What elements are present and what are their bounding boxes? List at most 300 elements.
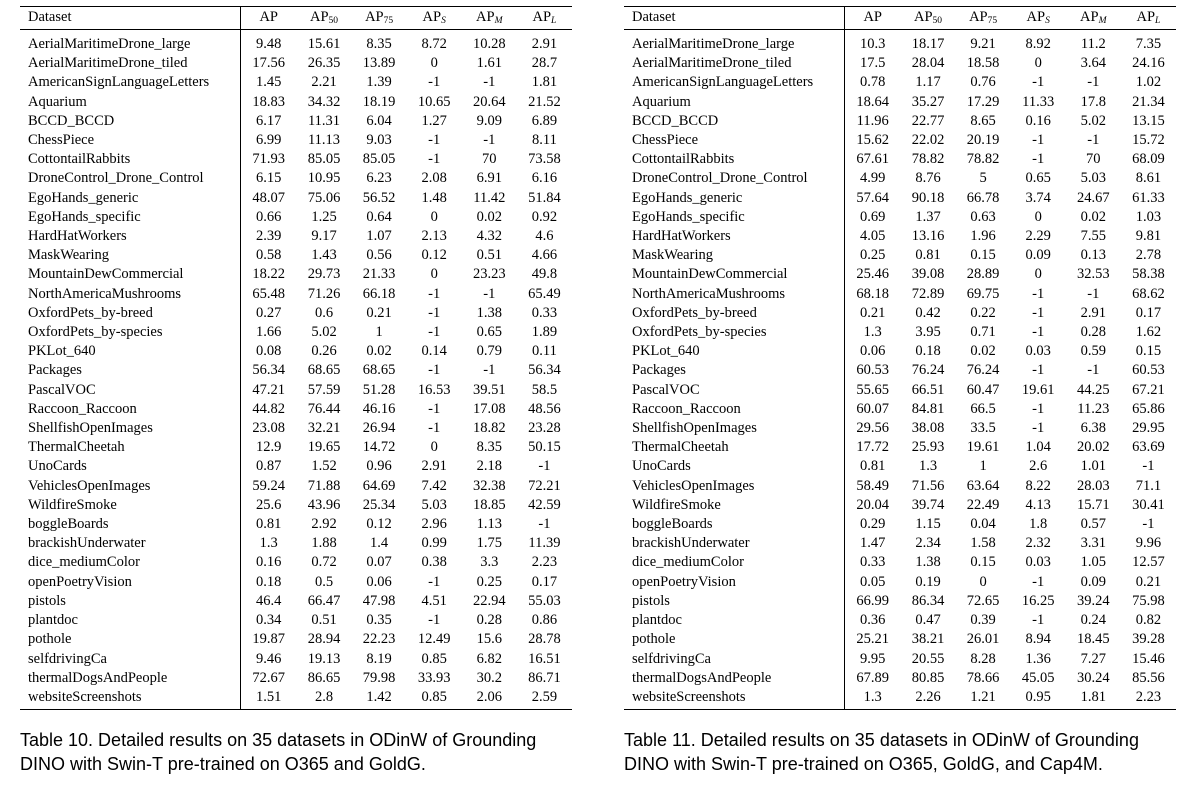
metric-value-cell: 0.28	[1080, 324, 1106, 341]
metric-value-cell: -1	[1032, 132, 1045, 149]
metric-value-cell: 66.18	[362, 285, 396, 302]
dataset-name-cell: BCCD_BCCD	[20, 112, 241, 131]
metric-value-cell: 13.16	[911, 228, 945, 245]
column-header-metric: $AP_L$	[532, 9, 557, 27]
metric-value-cell: 22.49	[966, 496, 1000, 513]
metric-value-cell: 0.65	[1025, 170, 1051, 187]
metric-value-cell: 0.99	[421, 535, 447, 552]
dataset-name-cell: selfdrivingCa	[20, 650, 241, 669]
metric-value-cell: 57.59	[307, 381, 341, 398]
metric-value-cell: 65.49	[528, 285, 561, 302]
metric-value-cell: 24.16	[1132, 55, 1165, 72]
metric-value-cell: 4.05	[860, 228, 886, 245]
metric-value-cell: 0.25	[476, 573, 502, 590]
table-row	[624, 515, 1176, 534]
metric-value-cell: 35.27	[911, 93, 945, 110]
metric-value-cell: -1	[483, 362, 496, 379]
metric-value-cell: 2.92	[311, 516, 337, 533]
metric-value-cell: 66.5	[970, 400, 996, 417]
metric-value-cell: -1	[1087, 362, 1100, 379]
dataset-name-cell: Raccoon_Raccoon	[624, 400, 845, 419]
metric-value-cell: 18.22	[252, 266, 286, 283]
metric-value-cell: 11.96	[856, 112, 889, 129]
metric-value-cell: 9.81	[1135, 228, 1162, 245]
metric-value-cell: 2.23	[1135, 688, 1162, 705]
metric-value-cell: 1.89	[531, 324, 558, 341]
metric-value-cell: 1.61	[476, 55, 502, 72]
dataset-name-cell: WildfireSmoke	[624, 496, 845, 515]
metric-value-cell: 0.64	[366, 208, 392, 225]
metric-value-cell: 0.22	[970, 304, 996, 321]
metric-value-cell: -1	[1087, 74, 1100, 91]
table-row	[20, 438, 572, 457]
metric-value-cell: 1.3	[259, 535, 278, 552]
dataset-name-cell: AmericanSignLanguageLetters	[624, 73, 845, 92]
metric-value-cell: 71.26	[307, 285, 341, 302]
metric-value-cell: 0.29	[860, 516, 886, 533]
dataset-name-cell: pistols	[624, 592, 845, 611]
metric-value-cell: 6.23	[366, 170, 392, 187]
metric-value-cell: 69.75	[966, 285, 1000, 302]
metric-value-cell: 3.64	[1080, 55, 1106, 72]
table-header	[624, 7, 1176, 30]
metric-value-cell: 23.28	[528, 420, 561, 437]
metric-value-cell: 1.3	[863, 324, 882, 341]
metric-value-cell: -1	[1032, 74, 1045, 91]
metric-value-cell: 28.03	[1076, 477, 1110, 494]
metric-value-cell: 1.81	[531, 74, 558, 91]
metric-value-cell: 8.28	[970, 650, 996, 667]
metric-value-cell: 1.01	[1080, 458, 1106, 475]
metric-value-cell: 5.02	[1080, 112, 1106, 129]
metric-value-cell: 1.3	[918, 458, 938, 475]
dataset-name-cell: boggleBoards	[20, 515, 241, 534]
dataset-name-cell: boggleBoards	[624, 515, 845, 534]
metric-value-cell: 0.15	[1135, 343, 1162, 360]
table-row	[20, 611, 572, 630]
metric-value-cell: 0.16	[256, 554, 282, 571]
metric-value-cell: 0.95	[1025, 688, 1051, 705]
metric-value-cell: 1.58	[970, 535, 996, 552]
metric-value-cell: 0.02	[970, 343, 996, 360]
dataset-name-cell: ShellfishOpenImages	[20, 419, 241, 438]
dataset-name-cell: EgoHands_generic	[624, 189, 845, 208]
metric-value-cell: 3.95	[915, 324, 941, 341]
table-row	[624, 169, 1176, 188]
metric-value-cell: 85.05	[307, 151, 341, 168]
metric-value-cell: 18.17	[911, 36, 945, 52]
metric-value-cell: 21.33	[362, 266, 396, 283]
dataset-name-cell: AerialMaritimeDrone_tiled	[20, 54, 241, 73]
dataset-name-cell: pothole	[20, 630, 241, 649]
metric-value-cell: 57.64	[856, 189, 890, 206]
dataset-name-cell: VehiclesOpenImages	[624, 477, 845, 496]
table-row	[624, 246, 1176, 265]
metric-value-cell: 0.03	[1025, 343, 1051, 360]
metric-value-cell: 8.11	[531, 132, 557, 149]
table-row	[624, 477, 1176, 496]
metric-value-cell: 0.27	[256, 304, 282, 321]
metric-value-cell: 0.47	[915, 612, 941, 629]
metric-value-cell: 9.95	[860, 650, 886, 667]
metric-value-cell: 45.05	[1021, 669, 1055, 686]
dataset-name-cell: Aquarium	[624, 93, 845, 112]
metric-value-cell: 25.34	[362, 496, 396, 513]
metric-value-cell: -1	[428, 362, 441, 379]
metric-value-cell: 5.02	[311, 324, 337, 341]
metric-value-cell: 0.17	[1135, 304, 1162, 321]
table-row	[20, 30, 572, 55]
metric-value-cell: 0.69	[860, 208, 886, 225]
metric-value-cell: 17.8	[1080, 93, 1106, 110]
metric-value-cell: 17.29	[966, 93, 1000, 110]
metric-value-cell: 19.65	[307, 439, 341, 456]
metric-value-cell: 20.64	[472, 93, 506, 110]
metric-value-cell: 70	[482, 151, 497, 168]
metric-value-cell: 8.35	[366, 36, 392, 52]
metric-value-cell: 32.38	[472, 477, 506, 494]
metric-value-cell: 38.21	[911, 631, 945, 648]
dataset-name-cell: plantdoc	[20, 611, 241, 630]
metric-value-cell: 17.5	[860, 55, 886, 72]
metric-value-cell: 67.89	[856, 669, 890, 686]
table-row	[20, 227, 572, 246]
metric-value-cell: 0.5	[314, 573, 334, 590]
metric-value-cell: 11.31	[307, 112, 341, 129]
metric-value-cell: 25.46	[856, 266, 890, 283]
metric-value-cell: 1.8	[1029, 516, 1048, 533]
metric-value-cell: 0.96	[366, 458, 392, 475]
dataset-name-cell: Aquarium	[20, 93, 241, 112]
dataset-name-cell: OxfordPets_by-species	[624, 323, 845, 342]
metric-value-cell: 2.23	[531, 554, 558, 571]
metric-value-cell: 9.21	[970, 36, 996, 52]
metric-value-cell: 59.24	[252, 477, 286, 494]
metric-value-cell: 8.72	[421, 36, 447, 52]
metric-value-cell: 0.87	[256, 458, 282, 475]
metric-value-cell: 0.02	[1080, 208, 1106, 225]
dataset-name-cell: brackishUnderwater	[20, 534, 241, 553]
metric-value-cell: 1.48	[421, 189, 447, 206]
dataset-name-cell: NorthAmericaMushrooms	[20, 285, 241, 304]
metric-value-cell: 22.02	[911, 132, 945, 149]
metric-value-cell: -1	[1032, 612, 1045, 629]
column-header-metric: AP	[259, 9, 278, 26]
metric-value-cell: 10.28	[472, 36, 506, 52]
table-row	[624, 688, 1176, 710]
metric-value-cell: 67.21	[1132, 381, 1165, 398]
metric-value-cell: 19.87	[252, 631, 286, 648]
metric-value-cell: 33.5	[970, 420, 996, 437]
table-row	[624, 304, 1176, 323]
table-row	[624, 361, 1176, 380]
metric-value-cell: 9.46	[256, 650, 282, 667]
metric-value-cell: 1.45	[256, 74, 282, 91]
metric-value-cell: -1	[428, 74, 441, 91]
metric-value-cell: 1.62	[1135, 324, 1162, 341]
metric-value-cell: 0.56	[366, 247, 392, 264]
metric-value-cell: 8.94	[1025, 631, 1051, 648]
metric-value-cell: 30.41	[1132, 496, 1165, 513]
metric-value-cell: 2.91	[531, 36, 558, 52]
metric-value-cell: 42.59	[528, 496, 561, 513]
dataset-name-cell: plantdoc	[624, 611, 845, 630]
metric-value-cell: 0.08	[256, 343, 282, 360]
metric-value-cell: 0.26	[311, 343, 337, 360]
metric-value-cell: 0.02	[476, 208, 502, 225]
dataset-name-cell: WildfireSmoke	[20, 496, 241, 515]
dataset-name-cell: OxfordPets_by-species	[20, 323, 241, 342]
metric-value-cell: 0.58	[256, 247, 282, 264]
header-row	[20, 7, 572, 30]
metric-value-cell: 14.72	[362, 439, 396, 456]
dataset-name-cell: DroneControl_Drone_Control	[20, 169, 241, 188]
metric-value-cell: 19.61	[966, 439, 1000, 456]
metric-value-cell: 47.98	[362, 592, 396, 609]
metric-value-cell: 22.94	[472, 592, 506, 609]
metric-value-cell: 16.51	[528, 650, 561, 667]
metric-value-cell: 0.36	[860, 612, 886, 629]
dataset-name-cell: VehiclesOpenImages	[20, 477, 241, 496]
metric-value-cell: 68.18	[856, 285, 890, 302]
metric-value-cell: 0.51	[476, 247, 502, 264]
metric-value-cell: 6.15	[256, 170, 282, 187]
metric-value-cell: 72.89	[911, 285, 945, 302]
metric-value-cell: 2.08	[421, 170, 447, 187]
dataset-name-cell: OxfordPets_by-breed	[624, 304, 845, 323]
metric-value-cell: 39.24	[1076, 592, 1110, 609]
metric-value-cell: 20.04	[856, 496, 890, 513]
metric-value-cell: 1.05	[1080, 554, 1106, 571]
metric-value-cell: 18.85	[472, 496, 506, 513]
metric-value-cell: 7.42	[421, 477, 447, 494]
metric-value-cell: 78.82	[911, 151, 945, 168]
metric-value-cell: 1.88	[311, 535, 337, 552]
dataset-name-cell: Packages	[20, 361, 241, 380]
table-row	[624, 419, 1176, 438]
table-row	[624, 553, 1176, 572]
metric-value-cell: -1	[428, 573, 441, 590]
metric-value-cell: 30.24	[1076, 669, 1110, 686]
dataset-name-cell: OxfordPets_by-breed	[20, 304, 241, 323]
metric-value-cell: 0.72	[311, 554, 337, 571]
table-row	[20, 573, 572, 592]
metric-value-cell: 0.25	[860, 247, 886, 264]
metric-value-cell: 1.21	[970, 688, 996, 705]
metric-value-cell: 0.12	[366, 516, 392, 533]
column-header-dataset: Dataset	[20, 7, 241, 30]
table-row	[20, 669, 572, 688]
metric-value-cell: 0.82	[1135, 612, 1162, 629]
metric-value-cell: 1.39	[366, 74, 392, 91]
metric-value-cell: 22.77	[911, 112, 945, 129]
table-row	[624, 131, 1176, 150]
metric-value-cell: 79.98	[362, 669, 396, 686]
metric-value-cell: 72.65	[966, 592, 1000, 609]
metric-value-cell: 50.15	[528, 439, 561, 456]
metric-value-cell: -1	[1032, 420, 1045, 437]
table-row	[20, 342, 572, 361]
metric-value-cell: 55.03	[528, 592, 561, 609]
dataset-name-cell: EgoHands_generic	[20, 189, 241, 208]
metric-value-cell: -1	[428, 612, 441, 629]
metric-value-cell: 0.38	[421, 554, 447, 571]
metric-value-cell: 12.57	[1132, 554, 1165, 571]
column-header-metric: $AP_M$	[1080, 9, 1107, 27]
metric-value-cell: -1	[1032, 304, 1045, 321]
table-body	[624, 30, 1176, 710]
metric-value-cell: 7.35	[1135, 36, 1162, 52]
metric-value-cell: 39.51	[472, 381, 506, 398]
metric-value-cell: 64.69	[362, 477, 396, 494]
table-row	[20, 400, 572, 419]
metric-value-cell: 86.34	[911, 592, 945, 609]
metric-value-cell: -1	[538, 458, 551, 475]
metric-value-cell: 0.92	[531, 208, 558, 225]
metric-value-cell: 15.72	[1132, 132, 1165, 149]
metric-value-cell: 12.9	[256, 439, 282, 456]
metric-value-cell: 39.74	[911, 496, 945, 513]
metric-value-cell: 0.02	[366, 343, 392, 360]
metric-value-cell: 0.81	[256, 516, 282, 533]
metric-value-cell: 0.33	[531, 304, 558, 321]
metric-value-cell: 0	[430, 439, 438, 456]
metric-value-cell: -1	[428, 132, 441, 149]
metric-value-cell: 6.38	[1080, 420, 1106, 437]
metric-value-cell: 1	[375, 324, 383, 341]
metric-value-cell: 1.17	[915, 74, 941, 91]
metric-value-cell: 24.67	[1076, 189, 1110, 206]
table-11-caption: Table 11. Detailed results on 35 datasets in ODinW of Grounding DINO with Swin-T pre-trained on O365, GoldG, and Cap4M.	[624, 730, 1139, 775]
metric-value-cell: 21.52	[528, 93, 561, 110]
metric-value-cell: 0.85	[421, 688, 447, 705]
metric-value-cell: 0.79	[476, 343, 502, 360]
metric-value-cell: 56.52	[362, 189, 396, 206]
metric-value-cell: 7.55	[1080, 228, 1106, 245]
table-row	[624, 73, 1176, 92]
metric-value-cell: 29.73	[307, 266, 341, 283]
table-row	[20, 630, 572, 649]
metric-value-cell: 26.94	[362, 420, 396, 437]
metric-value-cell: 17.08	[472, 400, 506, 417]
dataset-name-cell: ThermalCheetah	[20, 438, 241, 457]
metric-value-cell: 2.32	[1025, 535, 1051, 552]
column-header-dataset: Dataset	[624, 7, 845, 30]
metric-value-cell: 0.15	[970, 554, 996, 571]
metric-value-cell: 1.37	[915, 208, 941, 225]
dataset-name-cell: MountainDewCommercial	[20, 265, 241, 284]
metric-value-cell: 32.53	[1076, 266, 1110, 283]
metric-value-cell: 90.18	[911, 189, 945, 206]
metric-value-cell: 21.34	[1132, 93, 1165, 110]
table-row	[20, 496, 572, 515]
metric-value-cell: 1.04	[1025, 439, 1051, 456]
table-row	[20, 323, 572, 342]
dataset-name-cell: dice_mediumColor	[624, 553, 845, 572]
metric-value-cell: 86.71	[528, 669, 561, 686]
table-row	[20, 54, 572, 73]
metric-value-cell: 20.55	[911, 650, 945, 667]
dataset-name-cell: ShellfishOpenImages	[624, 419, 845, 438]
dataset-name-cell: HardHatWorkers	[20, 227, 241, 246]
table-row	[624, 381, 1176, 400]
table-row	[624, 534, 1176, 553]
metric-value-cell: 1.42	[366, 688, 392, 705]
metric-value-cell: 34.32	[307, 93, 341, 110]
table-row	[20, 304, 572, 323]
metric-value-cell: 23.08	[252, 420, 286, 437]
metric-value-cell: 2.26	[915, 688, 941, 705]
metric-value-cell: 66.51	[911, 381, 945, 398]
table-row	[20, 534, 572, 553]
metric-value-cell: 1.36	[1025, 650, 1051, 667]
metric-value-cell: 8.35	[476, 439, 502, 456]
metric-value-cell: 2.13	[421, 228, 447, 245]
metric-value-cell: 28.94	[307, 631, 341, 648]
table-row	[20, 112, 572, 131]
metric-value-cell: 8.65	[970, 112, 996, 129]
column-header-metric: $AP_M$	[476, 9, 503, 27]
table-row	[624, 573, 1176, 592]
dataset-name-cell: PKLot_640	[20, 342, 241, 361]
metric-value-cell: 33.93	[417, 669, 451, 686]
metric-value-cell: 12.49	[417, 631, 451, 648]
metric-value-cell: 60.07	[856, 400, 890, 417]
table-row	[624, 592, 1176, 611]
metric-value-cell: 0.21	[860, 304, 886, 321]
metric-value-cell: 0.34	[256, 612, 282, 629]
dataset-name-cell: UnoCards	[20, 457, 241, 476]
metric-value-cell: 11.42	[473, 189, 506, 206]
metric-value-cell: 1.25	[311, 208, 337, 225]
metric-value-cell: 6.91	[476, 170, 502, 187]
metric-value-cell: 9.17	[311, 228, 337, 245]
table-row	[624, 189, 1176, 208]
metric-value-cell: 8.92	[1025, 36, 1051, 52]
table-row	[624, 93, 1176, 112]
metric-value-cell: 71.88	[307, 477, 341, 494]
column-header-metric: $AP_{75}$	[969, 9, 998, 27]
table-row	[20, 650, 572, 669]
metric-value-cell: 9.48	[256, 36, 282, 52]
metric-value-cell: 15.6	[476, 631, 502, 648]
metric-value-cell: 1.07	[366, 228, 392, 245]
metric-value-cell: 20.02	[1076, 439, 1110, 456]
metric-value-cell: 70	[1086, 151, 1101, 168]
metric-value-cell: -1	[428, 420, 441, 437]
header-row	[624, 7, 1176, 30]
metric-value-cell: 0.16	[1025, 112, 1051, 129]
table-11-block	[624, 6, 1176, 776]
metric-value-cell: 1.66	[256, 324, 282, 341]
table-10-caption: Table 10. Detailed results on 35 datasets in ODinW of Grounding DINO with Swin-T pre-trained on O365 and GoldG.	[20, 730, 537, 775]
metric-value-cell: 0.6	[314, 304, 334, 321]
dataset-name-cell: AmericanSignLanguageLetters	[20, 73, 241, 92]
table-header	[20, 7, 572, 30]
metric-value-cell: -1	[428, 400, 441, 417]
metric-value-cell: 1.47	[860, 535, 886, 552]
metric-value-cell: 2.29	[1025, 228, 1051, 245]
metric-value-cell: -1	[1142, 458, 1155, 475]
metric-value-cell: 0.05	[860, 573, 886, 590]
metric-value-cell: 48.07	[252, 189, 286, 206]
metric-value-cell: 63.69	[1132, 439, 1165, 456]
table-row	[624, 54, 1176, 73]
metric-value-cell: 0.78	[860, 74, 886, 91]
metric-value-cell: 8.22	[1025, 477, 1051, 494]
metric-value-cell: 4.6	[535, 228, 554, 245]
metric-value-cell: 0.11	[531, 343, 557, 360]
